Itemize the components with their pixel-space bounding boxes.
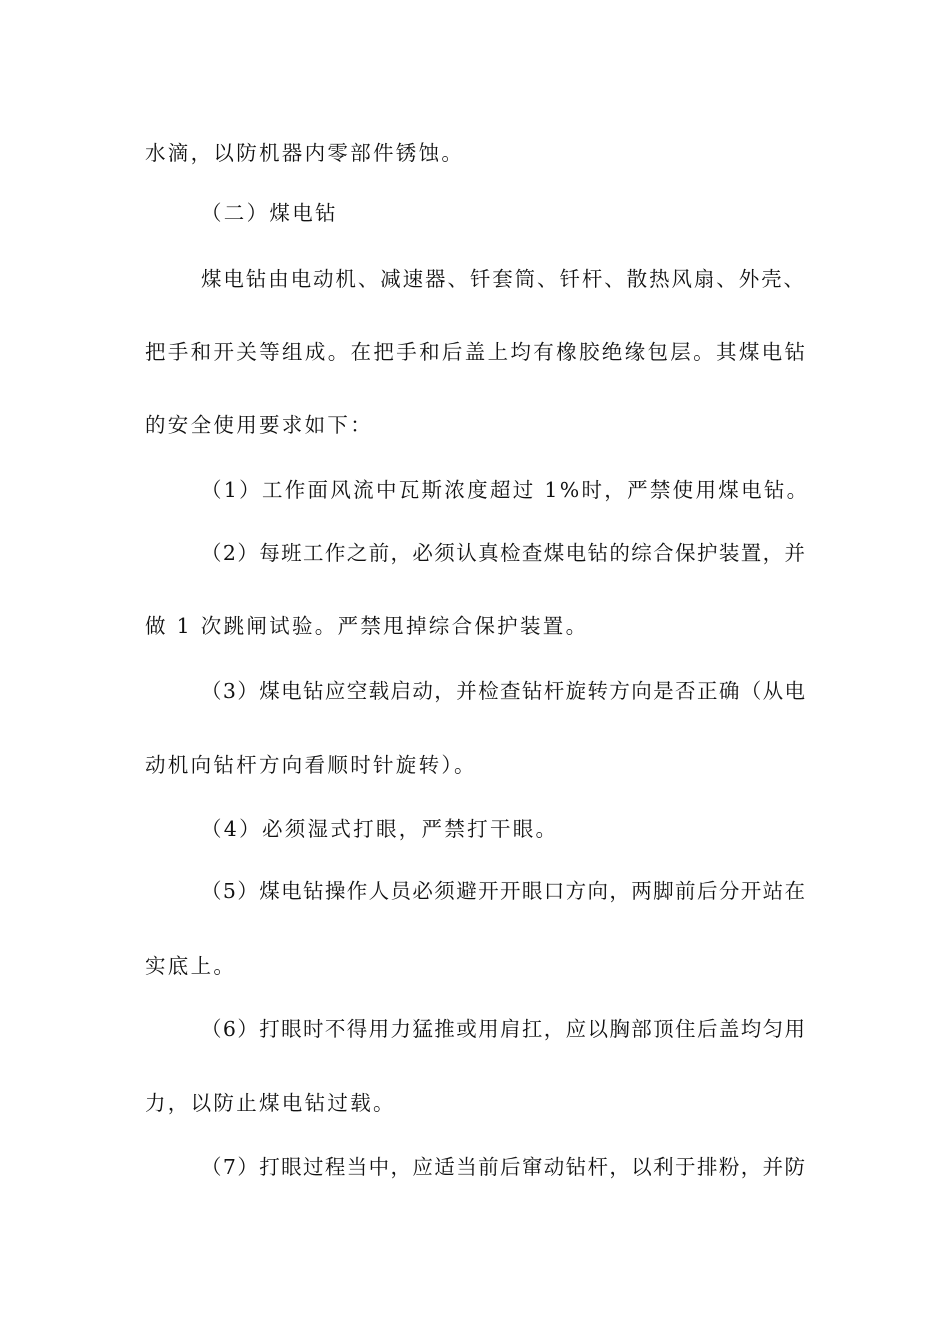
list-item-3-continued: 动机向钻杆方向看顺时针旋转）。 xyxy=(145,753,477,777)
text-line-3: 煤电钻由电动机、减速器、钎套筒、钎杆、散热风扇、外壳、 xyxy=(201,267,804,291)
list-item-5: （5）煤电钻操作人员必须避开开眼口方向，两脚前后分开站在 xyxy=(201,879,805,903)
list-item-4: （4）必须湿式打眼，严禁打干眼。 xyxy=(201,817,559,841)
list-item-6: （6）打眼时不得用力猛推或用肩扛，应以胸部顶住后盖均匀用 xyxy=(201,1017,805,1041)
list-item-1: （1）工作面风流中瓦斯浓度超过 1%时，严禁使用煤电钻。 xyxy=(201,478,810,502)
list-item-3: （3）煤电钻应空载启动，并检查钻杆旋转方向是否正确（从电 xyxy=(201,679,805,703)
section-heading: （二）煤电钻 xyxy=(201,201,338,225)
list-item-6-continued: 力，以防止煤电钻过载。 xyxy=(145,1091,396,1115)
list-item-7: （7）打眼过程当中，应适当前后窜动钻杆，以利于排粉，并防 xyxy=(201,1155,805,1179)
list-item-2-continued: 做 1 次跳闸试验。严禁甩掉综合保护装置。 xyxy=(145,614,589,638)
text-line-5: 的安全使用要求如下： xyxy=(145,413,373,437)
text-line-4: 把手和开关等组成。在把手和后盖上均有橡胶绝缘包层。其煤电钻 xyxy=(145,340,805,364)
list-item-2: （2）每班工作之前，必须认真检查煤电钻的综合保护装置，并 xyxy=(201,541,805,565)
text-line-1: 水滴，以防机器内零部件锈蚀。 xyxy=(145,141,465,165)
list-item-5-continued: 实底上。 xyxy=(145,954,237,978)
